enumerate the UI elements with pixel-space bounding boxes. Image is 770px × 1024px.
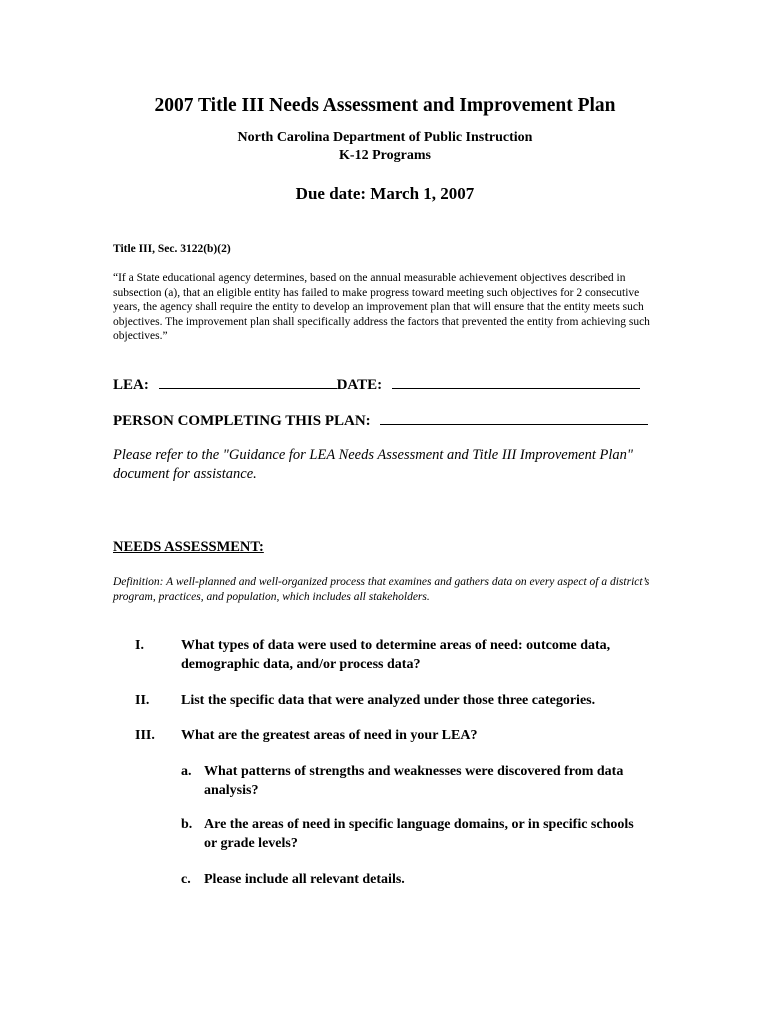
question-number: II. [135, 693, 150, 708]
citation: Title III, Sec. 3122(b)(2) [113, 243, 231, 255]
question-text: What types of data were used to determine areas of need: outcome data, demographic data, and/or process data? [181, 638, 611, 672]
question-number: III. [135, 728, 155, 743]
lea-blank[interactable] [159, 376, 337, 389]
document-title: 2007 Title III Needs Assessment and Improvement Plan [154, 95, 616, 116]
due-date: Due date: March 1, 2007 [295, 184, 475, 203]
programs-name: K-12 Programs [339, 148, 431, 163]
date-blank[interactable] [392, 376, 640, 389]
needs-assessment-heading: NEEDS ASSESSMENT: [113, 539, 264, 555]
department-name: North Carolina Department of Public Instruction [237, 130, 533, 145]
person-label: PERSON COMPLETING THIS PLAN: [113, 413, 371, 429]
subquestion-text: What patterns of strengths and weaknesses were discovered from data analysis? [204, 764, 624, 798]
statute-quote: “If a State educational agency determines, based on the annual measurable achievement objectives described in subsection (a), that an eligible entity has failed to make progress toward meeting such objectives for 2 consecutive years, the agency shall require the entity to develop an improvement plan that will ensure that the entity meets such objectives. The improvement plan shall specifically address the factors that prevented the entity from achieving such objectives.” [113, 272, 650, 343]
needs-assessment-definition: Definition: A well-planned and well-organized process that examines and gathers data on every aspect of a district’s program, practices, and population, which includes all stakeholders. [113, 576, 650, 603]
person-line [113, 412, 648, 430]
guidance-note: Please refer to the "Guidance for LEA Needs Assessment and Title III Improvement Plan" document for assistance. [113, 447, 633, 482]
question-text: List the specific data that were analyzed under those three categories. [181, 693, 596, 708]
lea-date-line [113, 376, 640, 394]
person-blank[interactable] [380, 412, 648, 425]
subquestion-letter: a. [181, 764, 192, 779]
subquestion-letter: b. [181, 817, 193, 832]
question-text: What are the greatest areas of need in your LEA? [181, 728, 478, 743]
question-number: I. [135, 638, 144, 653]
subquestion-text: Are the areas of need in specific language domains, or in specific schools or grade levels? [204, 817, 634, 851]
date-label: DATE: [336, 377, 383, 393]
lea-label: LEA: [113, 377, 149, 393]
subquestion-letter: c. [181, 872, 191, 887]
subquestion-text: Please include all relevant details. [204, 872, 405, 887]
